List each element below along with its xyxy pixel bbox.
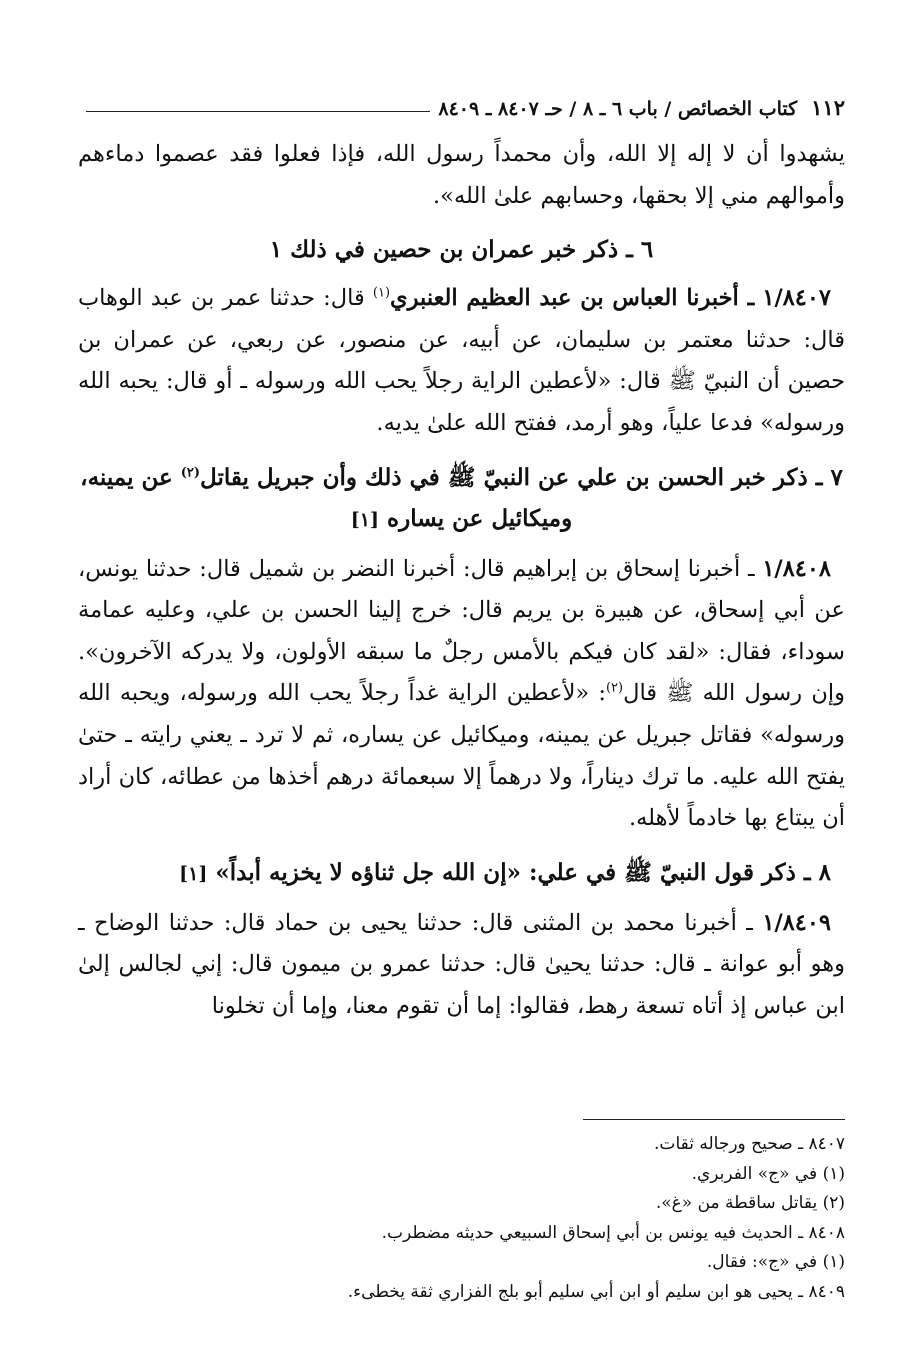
continuation-paragraph: يشهدوا أن لا إله إلا الله، وأن محمداً رسول الله، فإذا فعلوا فقد عصموا دماءهم وأموالهم مني إلا بحقها، وحسابهم علىٰ الله».: [78, 141, 845, 209]
heading-reference: [١]: [179, 862, 208, 885]
footnote-8408-1: (١) في «ج»: فقال.: [706, 1252, 845, 1272]
hadith-text: قال: حدثنا عمر بن عبد الوهاب قال: حدثنا معتمر بن سليمان، عن أبيه، عن منصور، عن ربعي، عن عمران بن حصين أن النبيّ ﷺ قال: «لأعطين الراية رجلاً يحب الله ورسوله ـ أو قال: يحبه الله ورسوله» فدعا علياً، وهو أرمد، ففتح الله علىٰ يديه.: [78, 285, 845, 436]
footnote-marker: (٢): [605, 680, 624, 696]
hadith-number: ١/٨٤٠٧: [762, 285, 832, 312]
footnote-marker: (١): [372, 285, 391, 301]
main-text: [78, 134, 845, 1028]
book-page: [78, 84, 845, 1028]
footnote-8407: ٨٤٠٧ ـ صحيح ورجاله ثقات.: [654, 1134, 845, 1154]
section-heading-6: ٦ ـ ذكر خبر عمران بن حصين في ذلك ١: [269, 236, 654, 264]
footnote-8407-1: (١) في «ج» الفربري.: [691, 1163, 845, 1184]
page-number: ١١٢: [811, 95, 845, 120]
hadith-8409: [78, 903, 845, 1028]
footnotes: [78, 1130, 845, 1307]
heading-text-rest: عن يمينه، وميكائيل عن يساره: [80, 463, 573, 532]
section-heading-7: [78, 457, 845, 541]
hadith-8407: [78, 278, 845, 444]
footnote-8408: ٨٤٠٨ ـ الحديث فيه يونس بن أبي إسحاق السبيعي حديثه مضطرب.: [381, 1222, 845, 1243]
hadith-lead: ـ أخبرنا العباس بن عبد العظيم العنبري: [390, 285, 755, 312]
running-title: كتاب الخصائص / باب ٦ ـ ٨ / حـ ٨٤٠٧ ـ ٨٤٠٩: [438, 98, 798, 120]
hadith-number: ١/٨٤٠٨: [762, 555, 831, 582]
heading-reference: [١]: [350, 508, 380, 531]
footnote-8409: ٨٤٠٩ ـ يحيى هو ابن سليم أو ابن أبي سليم أبو بلج الفزاري ثقة يخطىء.: [347, 1281, 845, 1302]
hadith-text: الوضاح ـ وهو أبو عوانة ـ قال: حدثنا يحيىٰ قال: حدثنا عمرو بن ميمون قال: إني لجالس إلىٰ ابن عباس إذ أتاه تسعة رهط، فقالوا: إما أن تقوم معنا، وإما أن تخلونا: [78, 909, 845, 1019]
hadith-number: ١/٨٤٠٩: [762, 909, 832, 936]
heading-text: ٧ ـ ذكر خبر الحسن بن علي عن النبيّ ﷺ في ذلك وأن جبريل يقاتل: [200, 463, 843, 491]
section-heading-8: [78, 852, 845, 895]
footnote-8407-2: (٢) يقاتل ساقطة من «غ».: [655, 1193, 845, 1213]
header-rule: [86, 111, 430, 112]
hadith-text-rest: : «لأعطين الراية غداً رجلاً يحب الله ورسوله، ويحبه الله ورسوله» فقاتل جبريل عن يمينه، وميكائيل عن يساره، ثم لا ترد ـ يعني رايته ـ حتىٰ يفتح الله عليه. ما ترك ديناراً، ولا درهماً إلا سبعمائة درهم أخذها من عطائه، كان أراد أن يبتاع بها خادماً لأهله.: [78, 680, 845, 832]
hadith-lead: ـ أخبرنا محمد بن المثنى قال: حدثنا يحيى بن حماد قال: حدثنا: [168, 909, 753, 936]
footnote-marker: (٢): [180, 464, 201, 480]
running-header: [78, 84, 845, 120]
footnote-rule: [583, 1119, 845, 1120]
hadith-8408: [78, 549, 845, 840]
hadith-lead: ـ أخبرنا إسحاق بن إبراهيم قال: أخبرنا النضر بن شميل قال: حدثنا: [145, 555, 755, 582]
heading-text: ٨ ـ ذكر قول النبيّ ﷺ في علي: «إن الله جل ثناؤه لا يخزيه أبداً»: [215, 858, 831, 886]
hadith-text: يونس، عن أبي إسحاق، عن هبيرة بن يريم قال: خرج إلينا الحسن بن علي، وعليه عمامة سوداء، فقال: «لقد كان فيكم بالأمس رجلٌ ما سبقه الأولون، ولا يدركه الآخرون». وإن رسول الله ﷺ قال: [78, 555, 845, 707]
